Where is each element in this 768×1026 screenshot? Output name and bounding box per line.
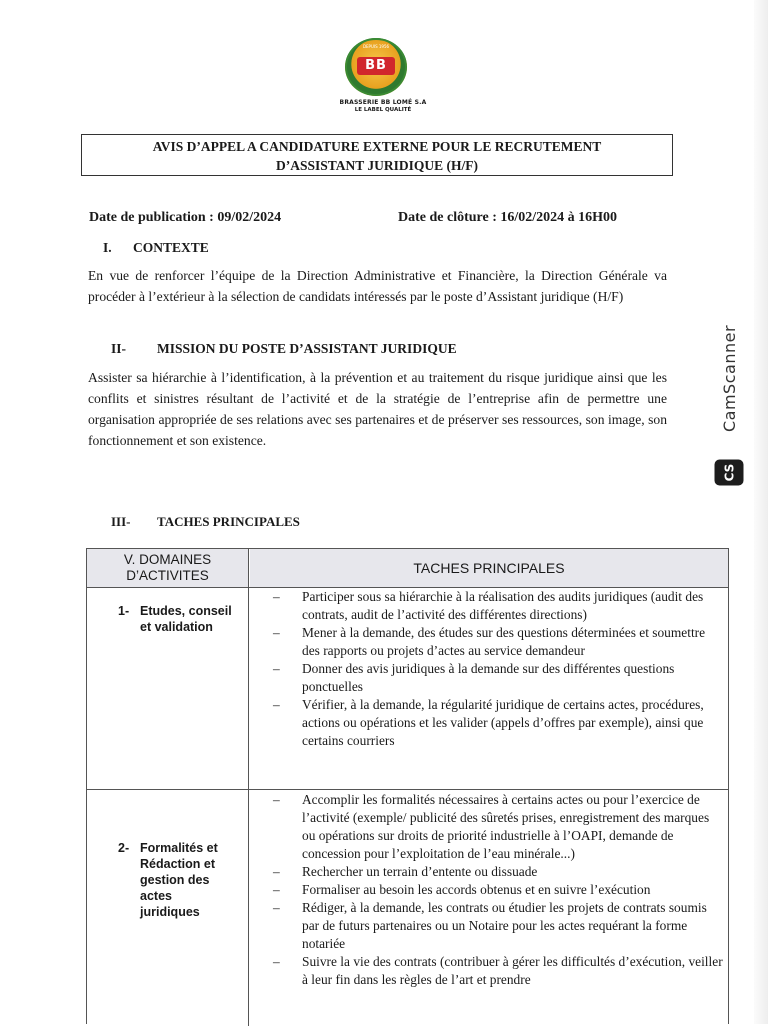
camscanner-logo-icon: CS: [715, 460, 744, 486]
domain-label: Formalités et Rédaction et gestion des actes juridiques: [140, 841, 218, 919]
section-2-text: Assister sa hiérarchie à l’identification, à la prévention et au traitement du risque juridique ainsi que les conflits et sinistres résultant de l’activité et de la stratégie de l’entreprise afin de permettre une organisation appropriée de ses relations avec ses partenaires et de préserver ses ressources, son image, son fonctionnement et son existence.: [88, 370, 667, 448]
section-2-title: MISSION DU POSTE D’ASSISTANT JURIDIQUE: [157, 341, 457, 356]
title-line-2: D’ASSISTANT JURIDIQUE (H/F): [275, 158, 479, 173]
section-2-number: II-: [111, 341, 127, 356]
task-item: – Suivre la vie des contrats (contribuer à gérer les difficultés d’exécution, veiller à leur fin dans les règles de l’art et prendre: [273, 953, 723, 989]
section-3-title: TACHES PRINCIPALES: [157, 514, 300, 529]
logo-company-name: BRASSERIE BB LOMÉ S.A: [339, 99, 427, 106]
table-row: [87, 588, 728, 790]
task-item: – Vérifier, à la demande, la régularité juridique de certains actes, procédures, actions ou opérations et les valider (appels d’offres par exemple), ainsi que certains courriers: [273, 696, 723, 750]
section-1-heading: [103, 240, 209, 256]
task-item: – Donner des avis juridiques à la demande sur des différentes questions ponctuelles: [273, 660, 723, 696]
section-2-heading: [111, 341, 457, 357]
header-domains-line-1: V. DOMAINES: [123, 552, 212, 567]
section-1-text: En vue de renforcer l’équipe de la Direction Administrative et Financière, la Direction Générale va procéder à l’extérieur à la sélection de candidats intéressés par le poste d’Assistant juridique (H/F): [88, 268, 667, 304]
domain-label: Etudes, conseil et validation: [140, 604, 232, 634]
task-item: – Participer sous sa hiérarchie à la réalisation des audits juridiques (audit des contrats, audit de l’activité des différentes directions): [273, 588, 723, 624]
domain-cell: [87, 588, 249, 789]
logo-tagline: LE LABEL QUALITÉ: [354, 107, 412, 113]
domain-number: 2-: [118, 841, 130, 855]
title-line-1: AVIS D’APPEL A CANDIDATURE EXTERNE POUR LE RECRUTEMENT: [152, 139, 602, 154]
tasks-table: [86, 548, 729, 1024]
section-1-title: CONTEXTE: [133, 240, 209, 255]
task-item: – Rechercher un terrain d’entente ou dissuade: [273, 863, 723, 881]
section-3-number: III-: [111, 514, 131, 529]
closing-date: Date de clôture : 16/02/2024 à 16H00: [398, 210, 618, 225]
header-domains: [87, 549, 249, 587]
task-item: – Mener à la demande, des études sur des questions déterminées et soumettre des rapports ou projets d’actes au service demandeur: [273, 624, 723, 660]
camscanner-watermark-text: CamScanner: [720, 324, 739, 432]
table-header-row: [87, 549, 728, 588]
logo-ring-text: DEPUIS 1956: [362, 44, 390, 49]
publication-date: Date de publication : 09/02/2024: [89, 210, 282, 225]
task-list: [273, 588, 723, 750]
task-item: – Formaliser au besoin les accords obtenus et en suivre l’exécution: [273, 881, 723, 899]
task-list: [273, 791, 723, 989]
header-domains-line-2: D’ACTIVITES: [126, 568, 209, 583]
task-item: – Accomplir les formalités nécessaires à certains actes ou pour l’exercice de l’activité (exemple/ publicité des sûretés prises, enregistrement des marques ou opérations sur droits de priorité industrielle à l’OAPI, demande de concession pour l’exploitation de l’eau minérale...): [273, 791, 723, 863]
table-row: [87, 790, 728, 1026]
domain-number: 1-: [118, 604, 130, 618]
header-tasks: TACHES PRINCIPALES: [250, 549, 728, 587]
logo-seal-icon: [345, 38, 407, 96]
page-edge-shadow: [754, 0, 768, 1024]
company-logo: [318, 32, 448, 120]
section-3-heading: [111, 514, 300, 530]
domain-cell: [87, 790, 249, 1026]
document-title: [81, 134, 673, 176]
section-1-number: I.: [103, 240, 112, 255]
logo-brand: BB: [357, 57, 395, 75]
task-item: – Rédiger, à la demande, les contrats ou étudier les projets de contrats soumis par de futurs partenaires ou un Notaire pour les actes requérant la forme notariée: [273, 899, 723, 953]
